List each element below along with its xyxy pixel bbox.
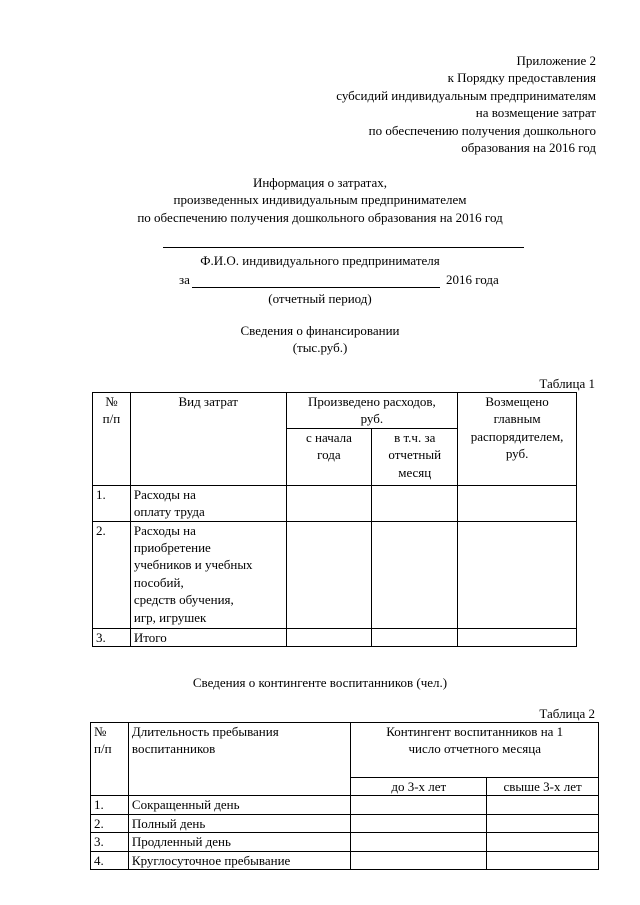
table1-label: Таблица 1 [539,376,595,391]
period-suffix: 2016 года [446,272,499,287]
table-row [91,814,599,832]
header-duration: Длительность пребывания воспитанников [128,723,351,796]
cell-reimbursed[interactable] [458,628,577,646]
cell-incl-month[interactable] [372,521,458,628]
row-label: Расходы на приобретение учебников и учебных пособий, средств обучения, игр, игрушек [130,521,286,628]
appendix-line: образования на 2016 год [461,140,596,156]
cell-reimbursed[interactable] [458,521,577,628]
cell-under3[interactable] [351,851,487,869]
table-row [91,796,599,814]
header-type: Вид затрат [130,393,286,486]
row-label: Сокращенный день [128,796,351,814]
title-line: Информация о затратах, [252,175,388,190]
fio-label: Ф.И.О. индивидуального предпринимателя [200,253,440,268]
cell-under3[interactable] [351,796,487,814]
table-row [93,521,577,628]
header-incl-month: в т.ч. за отчетный месяц [372,428,458,485]
period-caption: (отчетный период) [268,291,372,306]
table-row [91,833,599,851]
contingent-heading: Сведения о контингенте воспитанников (чел.) [192,675,448,690]
header-under3: до 3-х лет [351,778,487,796]
header-reimbursed: Возмещено главным распорядителем, руб. [458,393,577,486]
period-underline [192,287,440,288]
financing-table [92,392,577,647]
financing-unit: (тыс.руб.) [292,340,348,356]
appendix-line: на возмещение затрат [475,105,596,121]
cell-incl-month[interactable] [372,485,458,521]
table-row [93,485,577,521]
table-row [93,628,577,646]
header-since-start: с начала года [286,428,372,485]
cell-over3[interactable] [487,833,599,851]
row-num: 3. [91,833,129,851]
cell-since-start[interactable] [286,521,372,628]
row-num: 1. [91,796,129,814]
cell-reimbursed[interactable] [458,485,577,521]
appendix-line: к Порядку предоставления [447,70,596,86]
cell-since-start[interactable] [286,485,372,521]
contingent-table [90,722,599,870]
row-num: 1. [93,485,131,521]
header-num: № п/п [91,723,129,796]
cell-over3[interactable] [487,796,599,814]
fio-underline [163,247,524,248]
financing-heading-block [0,322,640,357]
row-label: Полный день [128,814,351,832]
cell-over3[interactable] [487,814,599,832]
appendix-line: субсидий индивидуальным предпринимателям [336,87,596,103]
row-label: Расходы на оплату труда [130,485,286,521]
row-label: Итого [130,628,286,646]
period-prefix: за [179,272,190,287]
appendix-line: Приложение 2 [516,53,596,68]
document-title [0,174,640,226]
financing-heading: Сведения о финансировании [240,323,400,338]
appendix-line: по обеспечению получения дошкольного [368,122,596,138]
header-num: № п/п [93,393,131,486]
header-over3: свыше 3-х лет [487,778,599,796]
row-label: Круглосуточное пребывание [128,851,351,869]
row-label: Продленный день [128,833,351,851]
table-row [91,851,599,869]
cell-under3[interactable] [351,814,487,832]
header-contingent: Контингент воспитанников на 1 число отчетного месяца [351,723,599,778]
title-line: по обеспечению получения дошкольного образования на 2016 год [137,209,503,225]
header-spent: Произведено расходов, руб. [286,393,458,429]
row-num: 2. [91,814,129,832]
cell-since-start[interactable] [286,628,372,646]
cell-incl-month[interactable] [372,628,458,646]
row-num: 2. [93,521,131,628]
appendix-header [336,52,596,156]
row-num: 4. [91,851,129,869]
row-num: 3. [93,628,131,646]
table2-label: Таблица 2 [539,706,595,721]
cell-over3[interactable] [487,851,599,869]
cell-under3[interactable] [351,833,487,851]
title-line: произведенных индивидуальным предпринимателем [173,192,467,208]
